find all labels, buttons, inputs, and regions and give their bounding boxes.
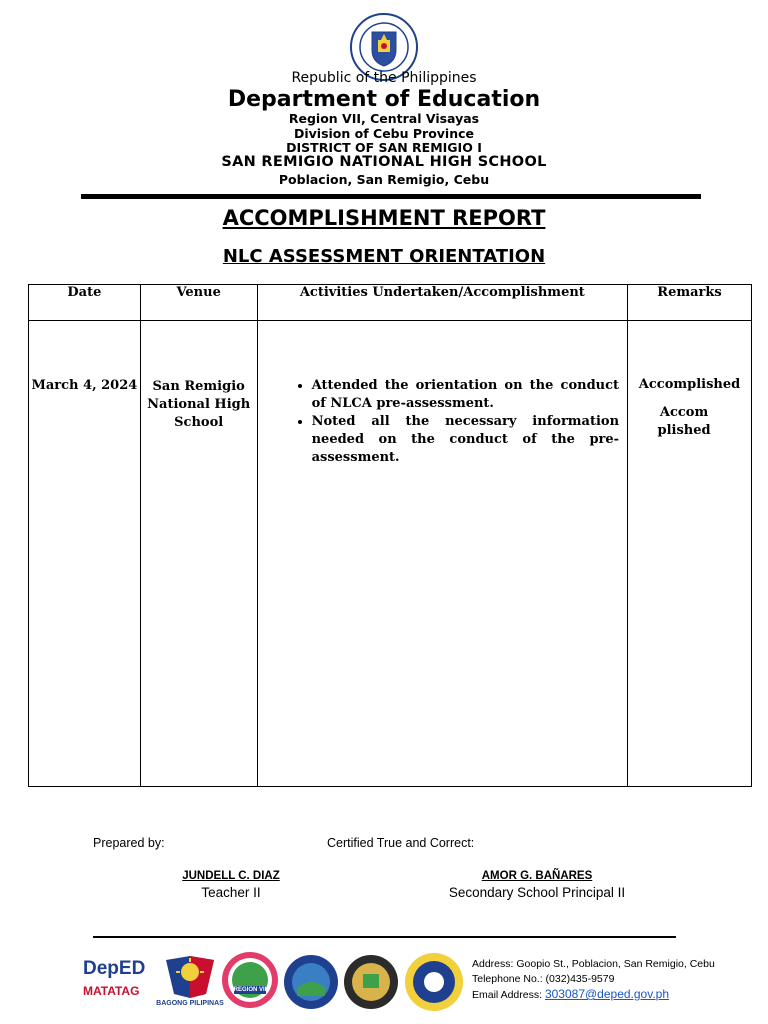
header-remarks: Remarks [628,285,752,321]
date-cell: March 4, 2024 [29,321,141,787]
footer-address: Address: Goopio St., Poblacion, San Remigio, Cebu [472,958,715,970]
header-activities: Activities Undertaken/Accomplishment [257,285,627,321]
venue-cell: San Remigio National High School [140,321,257,787]
activities-list [282,377,619,467]
preparer-role: Teacher II [201,885,261,900]
footer-telephone: Telephone No.: (032)435-9579 [472,973,615,985]
header-date: Date [29,285,141,321]
san-remigio-district-logo [343,954,399,1010]
certifier-name: AMOR G. BAÑARES [481,870,593,882]
cebu-province-logo [283,954,339,1010]
list-item: • Noted all the necessary information needed on the conduct of the pre-assessment. [312,413,619,467]
bagong-pilipinas-logo [160,954,220,1000]
activities-cell [257,321,627,787]
school-name: SAN REMIGIO NATIONAL HIGH SCHOOL [221,154,547,170]
header-venue: Venue [140,285,257,321]
report-title: ACCOMPLISHMENT REPORT [222,206,546,230]
preparer-name: JUNDELL C. DIAZ [182,870,280,882]
table-header-row [29,285,752,321]
remark-1: Accomplished [638,377,741,392]
remark-2: Accomplished [657,405,711,438]
email-label: Email Address: [472,989,545,1001]
bagong-pilipinas-text: BAGONG PILIPINAS [156,1000,224,1007]
district-line: DISTRICT OF SAN REMIGIO I [286,140,482,155]
department-title: Department of Education [227,87,541,112]
accomplishment-table [28,284,752,787]
school-address: Poblacion, San Remigio, Cebu [278,172,490,187]
division-line: Division of Cebu Province [293,126,475,141]
footer-email-line [472,987,669,1001]
table-row [29,321,752,787]
certifier-role: Secondary School Principal II [448,885,626,900]
republic-line: Republic of the Philippines [291,70,477,86]
school-seal-logo [404,952,464,1012]
report-subtitle: NLC ASSESSMENT ORIENTATION [222,246,546,267]
deped-logo-text: DepED [83,958,146,979]
deped-matatag-logo [83,958,151,1010]
footer-divider [93,936,676,938]
region-text: REGION VII [233,987,267,993]
certified-label: Certified True and Correct: [327,836,475,850]
list-item: • Attended the orientation on the conduct of NLCA pre-assessment. [312,377,619,413]
email-link[interactable]: 303087@deped.gov.ph [544,987,670,1001]
region-line: Region VII, Central Visayas [288,111,480,126]
matatag-text: MATATAG [83,984,140,998]
header-divider [81,194,701,199]
remarks-cell [628,321,752,787]
prepared-by-label: Prepared by: [93,836,165,850]
region-vii-logo [220,950,280,1010]
